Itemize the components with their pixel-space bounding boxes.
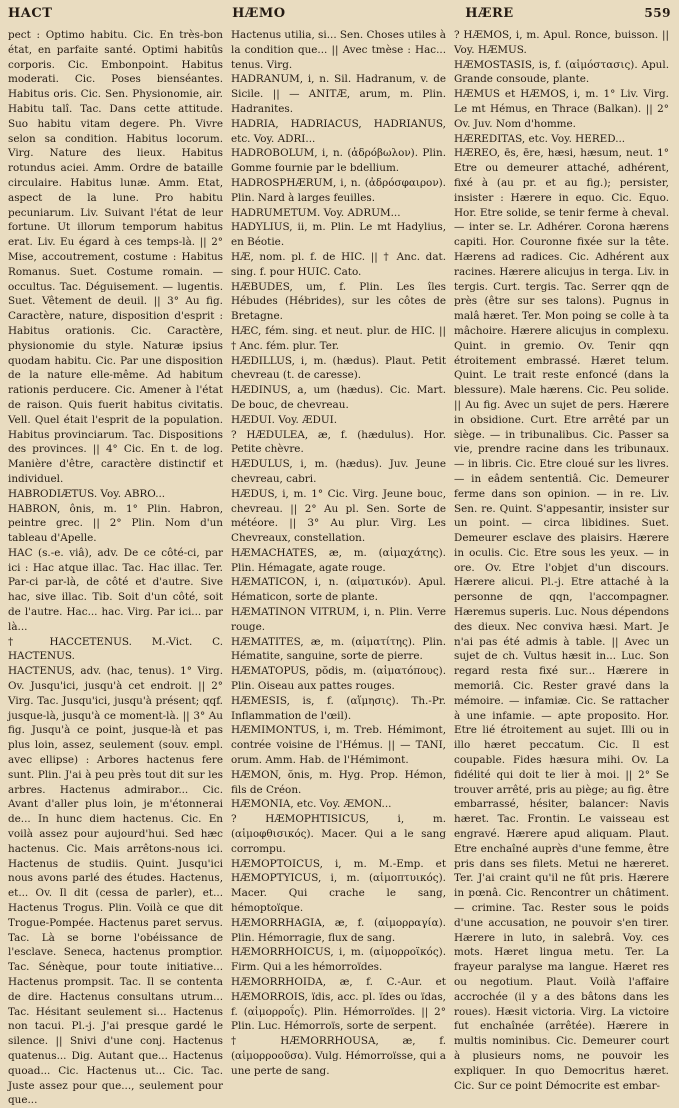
dictionary-entry: pect : Optimo habitu. Cic. En très-bon état, en parfaite santé. Optimi habitûs corporis. Cic. Embonpoint. Habitus moderati. Cic. Poses bienséantes. Habitus oris. Cic. Sen. Physionomie, air. Habitu talî. Tac. Dans cette attitude. Suo habitu vitam degere. Ph. Vivre selon sa condition. Habitus locorum. Virg. Nature des lieux. Habitus rotundus aciei. Amm. Ordre de bataille circulaire. Habitus lunæ. Amm. Etat, aspect de la lune. Pro habitu pecuniarum. Liv. Suivant l'état de leur fortune. Ut illorum temporum habitus erat. Liv. Eu égard à ces temps-là. || 2° Mise, accoutrement, costume : Habitus Romanus. Suet. Costume romain. — occultus. Tac. Déguisement. — lugentis. Suet. Vêtement de deuil. || 3° Au fig. Caractère, nature, disposition d'esprit : Habitus orationis. Cic. Caractère, physionomie du style. Naturæ ipsius quodam habitu. Cic. Par une disposition de la nature elle-même. Ad habitum rationis perducere. Cic. Amener à l'état de raison. Quis fuerit habitus civitatis. Vell. Quel était l'esprit de la population. Habitus provinciarum. Tac. Dispositions des provinces. || 4° Cic. En t. de log. Manière d'être, caractère distinctif et individuel. (8, 29, 223, 485)
dictionary-entry: HÆREDITAS, etc. Voy. HERED... (454, 132, 626, 145)
dictionary-entry: HÆMESIS, is, f. (αἵμησις). Th.-Pr. Inflammation de l'œil). (231, 694, 446, 722)
dictionary-entry: HÆC, fém. sing. et neut. plur. de HIC. || † Anc. fém. plur. Ter. (231, 324, 446, 352)
entry-columns (8, 28, 671, 1107)
dictionary-entry: HÆMONIA, etc. Voy. ÆMON... (231, 798, 392, 811)
column-middle (231, 28, 446, 1077)
dictionary-entry: HÆ, nom. pl. f. de HIC. || † Anc. dat. sing. f. pour HUIC. Cato. (231, 250, 446, 278)
dictionary-entry: HABRODIÆTUS. Voy. ABRO... (8, 487, 166, 500)
dictionary-entry: HABRON, ônis, m. 1° Plin. Habron, peintre grec. || 2° Plin. Nom d'un tableau d'Apelle. (8, 502, 223, 545)
dictionary-entry: HACTENUS, adv. (hac, tenus). 1° Virg. Ov. Jusqu'ici, jusqu'à cet endroit. || 2° Virg. Tac. Jusqu'ici, jusqu'à présent; qqf. jusque-là, jusqu'à ce moment-là. || 3° Au fig. Jusqu'à ce point, jusque-là et pas plus loin, assez, seulement (souv. empl. avec ellipse) : Arbores hactenus fere sunt. Plin. J'ai à peu près tout dit sur les arbres. Hactenus admirabor... Cic. Avant d'aller plus loin, je m'étonnerai de... In hunc diem hactenus. Cic. En voilà assez pour aujourd'hui. Sed hæc hactenus. Cic. Mais arrêtons-nous ici. Hactenus de studiis. Quint. Jusqu'ici nous avons parlé des études. Hactenus, et... Ov. Il dit (cessa de parler), et... Hactenus Trogus. Plin. Voilà ce que dit Trogue-Pompée. Hactenus paret servus. Tac. Là se borne l'obéissance de l'esclave. Seneca, hactenus promptior. Tac. Sénèque, pour toute initiative... Hactenus prompsit. Tac. Il se contenta de dire. Hactenus consultans utrum... Tac. Hésitant seulement si... Hactenus non tacui. Pl.-j. J'ai presque gardé le silence. || Snivi d'une conj. Hactenus quatenus... Dig. Autant que... Hactenus quoad... Cic. Hactenus ut... Cic. Tac. Juste assez pour que..., seulement pour que... (8, 665, 223, 1107)
dictionary-entry: HÆDUI. Voy. ÆDUI. (231, 413, 338, 426)
dictionary-entry: HÆMATOPUS, pŏdis, m. (αἱματόπους). Plin. Oiseau aux pattes rouges. (231, 665, 446, 693)
dictionary-entry: ? HÆMOPHTISICUS, i, m. (αἱμοφθισικός). Macer. Qui a le sang corrompu. (231, 813, 446, 855)
dictionary-entry: HÆDINUS, a, um (hædus). Cic. Mart. De bouc, de chevreau. (231, 384, 446, 411)
dictionary-entry: HADRIA, HADRIACUS, HADRIANUS, etc. Voy. ADRI... (231, 117, 446, 145)
dictionary-entry: HÆMIMONTUS, i, m. Treb. Hémimont, contrée voisine de l'Hémus. || — TANI, orum. Amm. Hab. de l'Hémimont. (231, 724, 446, 767)
dictionary-entry: † HÆMORRHOUSA, æ, f. (αἱμορροοῦσα). Vulg. Hémorroïsse, qui a une perte de sang. (231, 1035, 446, 1077)
page-number: 559 (644, 6, 671, 20)
header-right-guideword: HÆRE (465, 6, 514, 21)
header-right-group (465, 6, 671, 21)
column-left (8, 28, 223, 1107)
dictionary-entry: HÆMORRHOIDA, æ, f. C.-Aur. et HÆMORROIS, ïdis, acc. pl. ïdes ou ïdas, f. (αἱμορροΐς). Plin. Hémorroïdes. || 2° Plin. Luc. Hémorroïs, sorte de serpent. (231, 976, 446, 1033)
dictionary-entry: HÆDILLUS, i, m. (hædus). Plaut. Petit chevreau (t. de caresse). (231, 354, 446, 382)
dictionary-entry: HÆDUS, i, m. 1° Cic. Virg. Jeune bouc, chevreau. || 2° Au pl. Sen. Sorte de météore. || 3° Au plur. Virg. Les Chevreaux, constellation. (231, 487, 446, 545)
dictionary-entry: HÆMOSTASIS, is, f. (αἱμόστασις). Apul. Grande consoude, plante. (454, 58, 669, 86)
dictionary-entry: HÆMATITES, æ, m. (αἱματίτης). Plin. Hématite, sanguine, sorte de pierre. (231, 635, 446, 663)
dictionary-entry: HAC (s.-e. viâ), adv. De ce côté-ci, par ici : Hac atque illac. Tac. Hac illac. Ter. Par-ci par-là, de côté et d'autre. Sive hac, sive illac. Tib. Soit d'un côté, soit de l'autre. Hac... hac. Virg. Par ici... par là... (8, 546, 223, 633)
dictionary-entry: HADRUMETUM. Voy. ADRUM... (231, 206, 401, 219)
column-right (454, 28, 669, 1092)
header-center-guideword: HÆMO (232, 6, 286, 21)
dictionary-entry: HÆMACHATES, æ, m. (αἱμαχάτης). Plin. Hémagate, agate rouge. (231, 546, 446, 574)
dictionary-entry: Hactenus utilia, si... Sen. Choses utiles à la condition que... || Avec tmèse : Hac... tenus. Virg. (231, 29, 446, 71)
dictionary-entry: HADYLIUS, ii, m. Plin. Le mt Hadylius, en Béotie. (231, 221, 446, 249)
dictionary-entry: ? HÆMOS, i, m. Apul. Ronce, buisson. || Voy. HÆMUS. (454, 29, 669, 56)
dictionary-entry: HADRANUM, i, n. Sil. Hadranum, v. de Sicile. || — ANITÆ, arum, m. Plin. Hadranites. (231, 73, 446, 115)
dictionary-entry: HÆMOPTOICUS, i, m. M.-Emp. et HÆMOPTYICUS, i, m. (αἱμοπτυικός). Macer. Qui crache le sang, hémoptoïque. (231, 857, 446, 915)
dictionary-entry: HÆMUS et HÆMOS, i, m. 1° Liv. Virg. Le mt Hémus, en Thrace (Balkan). || 2° Ov. Juv. Nom d'homme. (454, 88, 669, 130)
dictionary-entry: HÆREO, ēs, ēre, hæsi, hæsum, neut. 1° Etre ou demeurer attaché, adhérent, fixé à (au pr. et au fig.); persister, insister : Hærere in equo. Cic. Equo. Hor. Etre solide, se tenir ferme à cheval. — inter se. Lr. Adhérer. Corona hærens capiti. Hor. Couronne fixée sur la tête. Hærens ad radices. Cic. Adhérent aux racines. Hærere alicujus in terga. Liv. in tergis. Curt. tergis. Tac. Serrer qqn de près (être sur ses talons). Pugnus in malâ hæret. Ter. Mon poing se colle à ta mâchoire. Hærere alicujus in complexu. Quint. in gremio. Ov. Tenir qqn étroitement embrassé. Hæret telum. Quint. Le trait reste enfoncé (dans la blessure). Male hærens. Cic. Peu solide. || Au fig. Avec un sujet de pers. Hærere in obsidione. Curt. Etre arrêté par un siège. — in tribunalibus. Cic. Passer sa vie, prendre racine dans les tribunaux. — in libris. Cic. Etre cloué sur les livres. — in eâdem sententiâ. Cic. Demeurer ferme dans son opinion. — in re. Liv. Sen. re. Quint. S'appesantir, insister sur un point. — circa libidines. Suet. Demeurer esclave des plaisirs. Hærere in oculis. Cic. Etre sous les yeux. — in ore. Ov. Etre l'objet d'un discours. Hærere alicui. Pl.-j. Etre attaché à la personne de qqn, l'accompagner. Hæremus superis. Luc. Nous dépendons des dieux. Nec conviva hæsi. Mart. Je n'ai pas été admis à table. || Avec un sujet de ch. Vultus hæsit in... Luc. Son regard resta fixé sur... Hærere in memoriâ. Cic. Rester gravé dans la mémoire. — infamiæ. Cic. Se rattacher à une infamie. — apte proposito. Hor. Etre lié étroitement au sujet. Illi ou in illo hæret peccatum. Cic. Il est coupable. Fides hæsura mihi. Ov. La fidélité qui doit te lier à moi. || 2° Se trouver arrêté, pris au piège; au fig. être embarrassé, hésiter, balancer: Navis hæret. Tac. Frontin. Le vaisseau est engravé. Hærere apud aliquam. Plaut. Etre enchaîné auprès d'une femme, être pris dans ses filets. Metui ne hæreret. Ter. J'ai craint qu'il ne fût pris. Hærere in pœnâ. Cic. Rencontrer un châtiment. — crimine. Tac. Rester sous le poids d'une accusation, ne pouvoir s'en tirer. Hærere in luto, in salebrâ. Voy. ces mots. Hæret lingua metu. Ter. La frayeur paralyse ma langue. Hæret res ou negotium. Plaut. Voilà l'affaire accrochée (il y a des bâtons dans les roues). Hæsit victoria. Virg. La victoire fut enchaînée (arrêtée). Hærere in multis nominibus. Cic. Demeurer court à plusieurs noms, ne pouvoir les expliquer. In quo Democritus hæret. Cic. Sur ce point Démocrite est embar- (454, 147, 669, 1092)
dictionary-entry: HÆMATINON VITRUM, i, n. Plin. Verre rouge. (231, 606, 446, 633)
dictionary-entry: † HACCETENUS. M.-Vict. C. HACTENUS. (8, 635, 223, 663)
dictionary-entry: ? HÆDULEA, æ, f. (hædulus). Hor. Petite chèvre. (231, 428, 446, 456)
dictionary-entry: HÆMATICON, i, n. (αἱματικόν). Apul. Hématicon, sorte de plante. (231, 576, 446, 604)
header-left-guideword: HACT (8, 6, 53, 21)
dictionary-entry: HÆMON, ŏnis, m. Hyg. Prop. Hémon, fils de Créon. (231, 768, 446, 796)
dictionary-entry: HADROBOLUM, i, n. (ἀδρόβωλον). Plin. Gomme fournie par le bdellium. (231, 147, 446, 175)
dictionary-entry: HÆMORRHAGIA, æ, f. (αἱμορραγία). Plin. Hémorragie, flux de sang. (231, 916, 446, 944)
dictionary-entry: HÆBUDES, um, f. Plin. Les îles Hébudes (Hébrides), sur les côtes de Bretagne. (231, 280, 446, 323)
dictionary-entry: HÆDULUS, i, m. (hædus). Juv. Jeune chevreau, cabri. (231, 458, 446, 485)
dictionary-entry: HADROSPHÆRUM, i, n. (ἀδρόσφαιρον). Plin. Nard à larges feuilles. (231, 176, 446, 204)
dictionary-entry: HÆMORRHOICUS, i, m. (αἱμορροϊκός). Firm. Qui a les hémorroïdes. (231, 946, 446, 974)
running-header (8, 6, 671, 26)
